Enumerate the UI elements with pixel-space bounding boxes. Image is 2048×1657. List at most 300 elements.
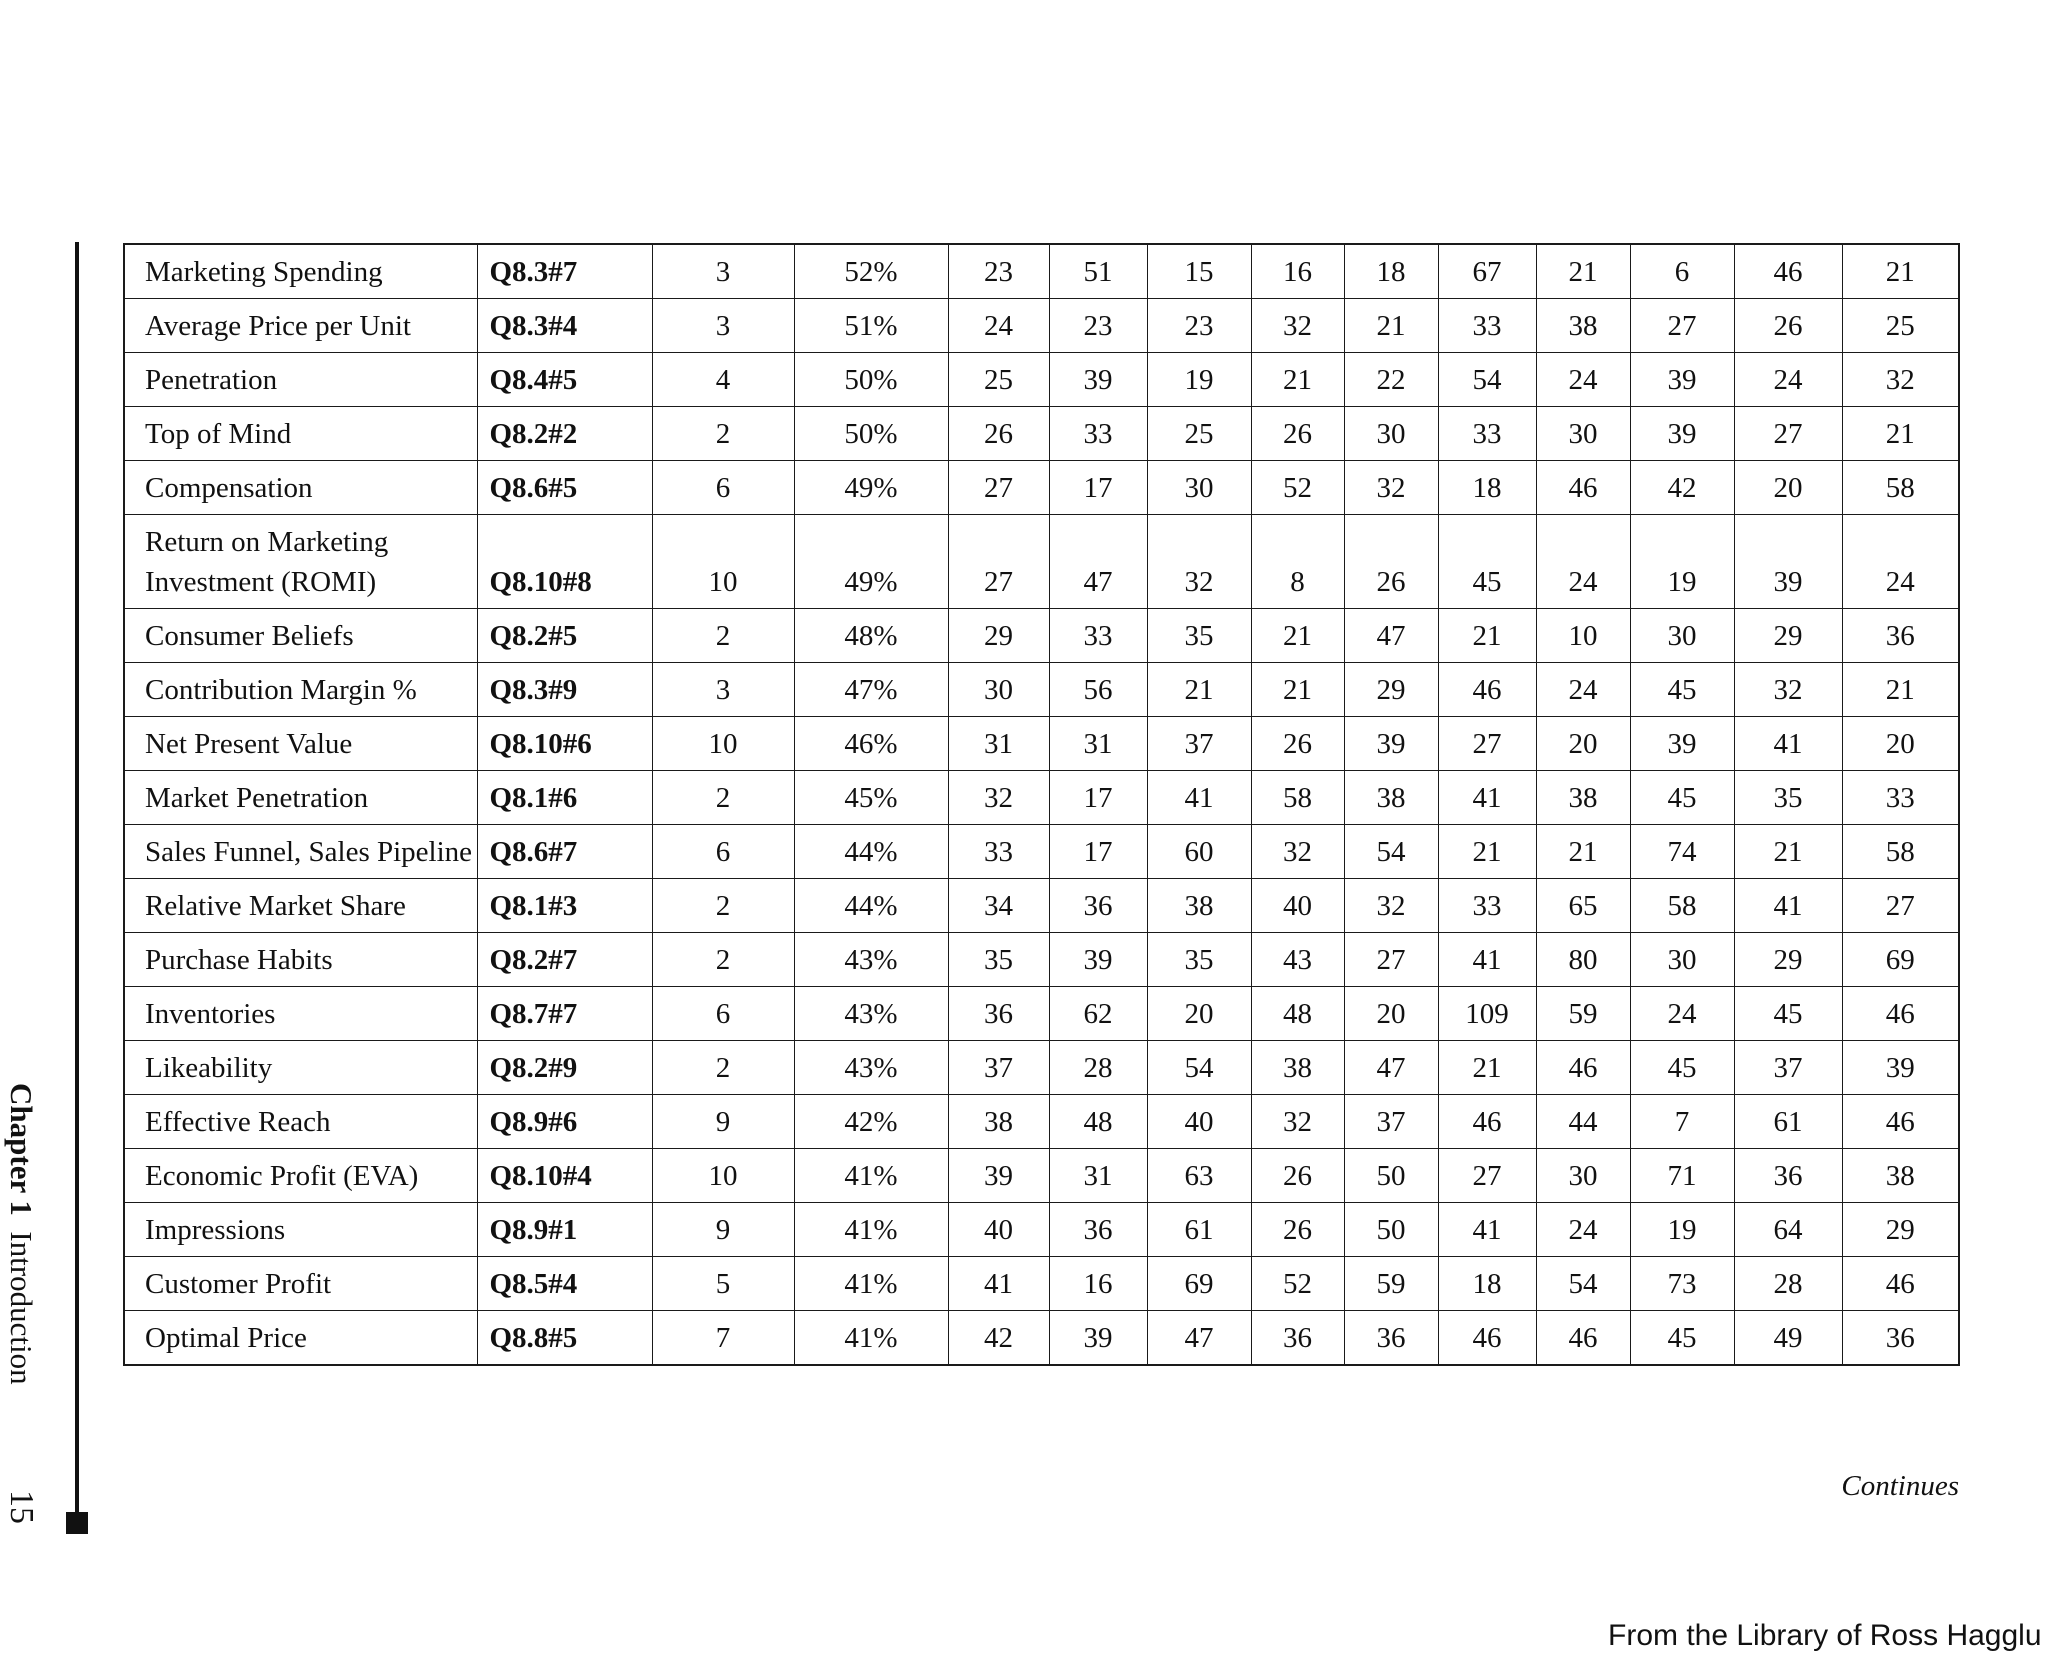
rank-cell: 20 [1147, 987, 1251, 1041]
table-row [124, 987, 1959, 1041]
percent-cell: 49% [794, 461, 948, 515]
rank-cell: 45 [1734, 987, 1842, 1041]
table-row [124, 515, 1959, 609]
rank-cell: 39 [1049, 1311, 1147, 1366]
rank-cell: 41 [1734, 879, 1842, 933]
question-code-cell: Q8.2#5 [477, 609, 652, 663]
rank-cell: 17 [1049, 461, 1147, 515]
metric-name-cell: Economic Profit (EVA) [124, 1149, 477, 1203]
percent-cell: 48% [794, 609, 948, 663]
chapter-cell: 2 [652, 1041, 794, 1095]
rank-cell: 28 [1734, 1257, 1842, 1311]
percent-cell: 43% [794, 933, 948, 987]
chapter-running-head [3, 1083, 39, 1413]
rank-cell: 48 [1251, 987, 1344, 1041]
rank-cell: 20 [1734, 461, 1842, 515]
percent-cell: 51% [794, 299, 948, 353]
rank-cell: 26 [1734, 299, 1842, 353]
metric-name-cell: Net Present Value [124, 717, 477, 771]
rank-cell: 46 [1438, 1095, 1536, 1149]
rank-cell: 7 [1630, 1095, 1734, 1149]
percent-cell: 47% [794, 663, 948, 717]
percent-cell: 41% [794, 1203, 948, 1257]
rank-cell: 46 [1438, 663, 1536, 717]
chapter-cell: 10 [652, 515, 794, 609]
metric-name-cell: Market Penetration [124, 771, 477, 825]
rank-cell: 19 [1630, 1203, 1734, 1257]
table-row [124, 771, 1959, 825]
metric-name-cell: Optimal Price [124, 1311, 477, 1366]
rank-cell: 32 [1251, 825, 1344, 879]
rank-cell: 80 [1536, 933, 1630, 987]
rank-cell: 38 [1536, 771, 1630, 825]
rank-cell: 56 [1049, 663, 1147, 717]
rank-cell: 36 [1049, 1203, 1147, 1257]
metric-name-cell: Penetration [124, 353, 477, 407]
rank-cell: 21 [1842, 663, 1959, 717]
rank-cell: 21 [1251, 353, 1344, 407]
question-code-cell: Q8.9#6 [477, 1095, 652, 1149]
rank-cell: 27 [1438, 717, 1536, 771]
chapter-cell: 5 [652, 1257, 794, 1311]
rank-cell: 38 [1344, 771, 1438, 825]
rank-cell: 19 [1630, 515, 1734, 609]
rank-cell: 37 [1734, 1041, 1842, 1095]
rank-cell: 54 [1536, 1257, 1630, 1311]
rank-cell: 36 [1842, 609, 1959, 663]
rank-cell: 65 [1536, 879, 1630, 933]
rank-cell: 35 [948, 933, 1049, 987]
rank-cell: 54 [1438, 353, 1536, 407]
rank-cell: 21 [1344, 299, 1438, 353]
rank-cell: 69 [1842, 933, 1959, 987]
table-row [124, 933, 1959, 987]
library-watermark: From the Library of Ross Hagglu [1608, 1619, 2042, 1652]
question-code-cell: Q8.7#7 [477, 987, 652, 1041]
rank-cell: 38 [948, 1095, 1049, 1149]
rank-cell: 41 [1438, 1203, 1536, 1257]
rank-cell: 49 [1734, 1311, 1842, 1366]
chapter-cell: 6 [652, 825, 794, 879]
question-code-cell: Q8.10#6 [477, 717, 652, 771]
page-number: 15 [3, 1490, 40, 1524]
rank-cell: 59 [1344, 1257, 1438, 1311]
chapter-cell: 3 [652, 299, 794, 353]
rank-cell: 32 [948, 771, 1049, 825]
rank-cell: 21 [1251, 663, 1344, 717]
rank-cell: 29 [948, 609, 1049, 663]
chapter-cell: 2 [652, 771, 794, 825]
rank-cell: 39 [1734, 515, 1842, 609]
rank-cell: 35 [1147, 933, 1251, 987]
rank-cell: 42 [1630, 461, 1734, 515]
rank-cell: 31 [948, 717, 1049, 771]
rank-cell: 71 [1630, 1149, 1734, 1203]
question-code-cell: Q8.8#5 [477, 1311, 652, 1366]
table-body [124, 244, 1959, 1365]
rank-cell: 26 [1251, 1203, 1344, 1257]
percent-cell: 41% [794, 1311, 948, 1366]
metric-name-cell: Marketing Spending [124, 244, 477, 299]
rank-cell: 25 [1147, 407, 1251, 461]
side-rule [75, 242, 79, 1518]
rank-cell: 52 [1251, 1257, 1344, 1311]
page-marker-square [66, 1512, 88, 1534]
rank-cell: 39 [1630, 353, 1734, 407]
rank-cell: 38 [1536, 299, 1630, 353]
table-row [124, 407, 1959, 461]
percent-cell: 50% [794, 353, 948, 407]
rank-cell: 39 [1344, 717, 1438, 771]
rank-cell: 46 [1842, 987, 1959, 1041]
rank-cell: 40 [1147, 1095, 1251, 1149]
rank-cell: 27 [1438, 1149, 1536, 1203]
rank-cell: 37 [1344, 1095, 1438, 1149]
percent-cell: 41% [794, 1257, 948, 1311]
rank-cell: 33 [1842, 771, 1959, 825]
rank-cell: 26 [1251, 717, 1344, 771]
rank-cell: 52 [1251, 461, 1344, 515]
rank-cell: 17 [1049, 771, 1147, 825]
chapter-cell: 2 [652, 407, 794, 461]
rank-cell: 25 [1842, 299, 1959, 353]
percent-cell: 43% [794, 987, 948, 1041]
rank-cell: 10 [1536, 609, 1630, 663]
rank-cell: 33 [948, 825, 1049, 879]
rank-cell: 25 [948, 353, 1049, 407]
rank-cell: 50 [1344, 1203, 1438, 1257]
chapter-cell: 6 [652, 461, 794, 515]
rank-cell: 58 [1251, 771, 1344, 825]
metric-name-cell: Contribution Margin % [124, 663, 477, 717]
rank-cell: 29 [1842, 1203, 1959, 1257]
chapter-label: Chapter 1 [4, 1083, 39, 1216]
table-row [124, 1311, 1959, 1366]
rank-cell: 39 [1630, 717, 1734, 771]
rank-cell: 41 [1147, 771, 1251, 825]
chapter-cell: 2 [652, 609, 794, 663]
rank-cell: 29 [1344, 663, 1438, 717]
rank-cell: 50 [1344, 1149, 1438, 1203]
rank-cell: 45 [1630, 663, 1734, 717]
rank-cell: 46 [1438, 1311, 1536, 1366]
chapter-cell: 9 [652, 1095, 794, 1149]
percent-cell: 52% [794, 244, 948, 299]
rank-cell: 48 [1049, 1095, 1147, 1149]
rank-cell: 32 [1251, 299, 1344, 353]
rank-cell: 24 [1536, 353, 1630, 407]
table-row [124, 879, 1959, 933]
metrics-table [123, 243, 1960, 1366]
rank-cell: 36 [1049, 879, 1147, 933]
rank-cell: 32 [1251, 1095, 1344, 1149]
rank-cell: 47 [1344, 609, 1438, 663]
rank-cell: 46 [1536, 1311, 1630, 1366]
rank-cell: 32 [1344, 879, 1438, 933]
rank-cell: 24 [948, 299, 1049, 353]
rank-cell: 18 [1344, 244, 1438, 299]
rank-cell: 46 [1842, 1257, 1959, 1311]
question-code-cell: Q8.2#9 [477, 1041, 652, 1095]
percent-cell: 50% [794, 407, 948, 461]
rank-cell: 20 [1344, 987, 1438, 1041]
table-row [124, 1257, 1959, 1311]
rank-cell: 24 [1536, 663, 1630, 717]
rank-cell: 54 [1147, 1041, 1251, 1095]
rank-cell: 33 [1049, 407, 1147, 461]
table-row [124, 244, 1959, 299]
question-code-cell: Q8.10#4 [477, 1149, 652, 1203]
percent-cell: 46% [794, 717, 948, 771]
rank-cell: 74 [1630, 825, 1734, 879]
rank-cell: 47 [1147, 1311, 1251, 1366]
rank-cell: 36 [948, 987, 1049, 1041]
percent-cell: 45% [794, 771, 948, 825]
question-code-cell: Q8.2#7 [477, 933, 652, 987]
chapter-cell: 2 [652, 879, 794, 933]
rank-cell: 6 [1630, 244, 1734, 299]
rank-cell: 33 [1438, 299, 1536, 353]
rank-cell: 27 [1630, 299, 1734, 353]
rank-cell: 16 [1049, 1257, 1147, 1311]
chapter-cell: 9 [652, 1203, 794, 1257]
rank-cell: 67 [1438, 244, 1536, 299]
chapter-cell: 7 [652, 1311, 794, 1366]
rank-cell: 24 [1734, 353, 1842, 407]
question-code-cell: Q8.4#5 [477, 353, 652, 407]
chapter-cell: 2 [652, 933, 794, 987]
rank-cell: 28 [1049, 1041, 1147, 1095]
table-row [124, 825, 1959, 879]
rank-cell: 69 [1147, 1257, 1251, 1311]
rank-cell: 23 [1147, 299, 1251, 353]
rank-cell: 38 [1251, 1041, 1344, 1095]
question-code-cell: Q8.3#4 [477, 299, 652, 353]
rank-cell: 43 [1251, 933, 1344, 987]
rank-cell: 51 [1049, 244, 1147, 299]
rank-cell: 32 [1734, 663, 1842, 717]
rank-cell: 27 [1734, 407, 1842, 461]
rank-cell: 45 [1630, 771, 1734, 825]
metric-name-cell: Likeability [124, 1041, 477, 1095]
rank-cell: 58 [1842, 461, 1959, 515]
rank-cell: 46 [1842, 1095, 1959, 1149]
rank-cell: 30 [1536, 407, 1630, 461]
continues-note: Continues [1841, 1470, 1959, 1502]
table-row [124, 1149, 1959, 1203]
chapter-cell: 10 [652, 1149, 794, 1203]
rank-cell: 24 [1842, 515, 1959, 609]
metric-name-cell: Effective Reach [124, 1095, 477, 1149]
rank-cell: 46 [1536, 461, 1630, 515]
rank-cell: 47 [1344, 1041, 1438, 1095]
rank-cell: 8 [1251, 515, 1344, 609]
rank-cell: 17 [1049, 825, 1147, 879]
chapter-cell: 6 [652, 987, 794, 1041]
metric-name-cell: Average Price per Unit [124, 299, 477, 353]
rank-cell: 32 [1147, 515, 1251, 609]
metric-name-cell: Compensation [124, 461, 477, 515]
rank-cell: 23 [1049, 299, 1147, 353]
rank-cell: 27 [948, 515, 1049, 609]
question-code-cell: Q8.9#1 [477, 1203, 652, 1257]
rank-cell: 39 [1049, 353, 1147, 407]
table-row [124, 1041, 1959, 1095]
rank-cell: 24 [1630, 987, 1734, 1041]
question-code-cell: Q8.10#8 [477, 515, 652, 609]
question-code-cell: Q8.5#4 [477, 1257, 652, 1311]
rank-cell: 20 [1842, 717, 1959, 771]
rank-cell: 44 [1536, 1095, 1630, 1149]
metric-name-cell: Return on Marketing Investment (ROMI) [124, 515, 477, 609]
rank-cell: 29 [1734, 609, 1842, 663]
rank-cell: 26 [1251, 407, 1344, 461]
rank-cell: 19 [1147, 353, 1251, 407]
rank-cell: 22 [1344, 353, 1438, 407]
rank-cell: 61 [1147, 1203, 1251, 1257]
rank-cell: 33 [1438, 879, 1536, 933]
percent-cell: 42% [794, 1095, 948, 1149]
rank-cell: 21 [1438, 825, 1536, 879]
rank-cell: 30 [1536, 1149, 1630, 1203]
rank-cell: 58 [1842, 825, 1959, 879]
rank-cell: 41 [1734, 717, 1842, 771]
percent-cell: 44% [794, 879, 948, 933]
rank-cell: 30 [1630, 933, 1734, 987]
rank-cell: 21 [1536, 825, 1630, 879]
rank-cell: 31 [1049, 1149, 1147, 1203]
chapter-cell: 3 [652, 244, 794, 299]
rank-cell: 37 [1147, 717, 1251, 771]
rank-cell: 35 [1147, 609, 1251, 663]
rank-cell: 109 [1438, 987, 1536, 1041]
percent-cell: 49% [794, 515, 948, 609]
rank-cell: 26 [948, 407, 1049, 461]
table-row [124, 663, 1959, 717]
rank-cell: 62 [1049, 987, 1147, 1041]
chapter-title: Introduction [4, 1231, 39, 1385]
metric-name-cell: Relative Market Share [124, 879, 477, 933]
question-code-cell: Q8.3#7 [477, 244, 652, 299]
rank-cell: 27 [1842, 879, 1959, 933]
metric-name-cell: Purchase Habits [124, 933, 477, 987]
rank-cell: 36 [1842, 1311, 1959, 1366]
percent-cell: 41% [794, 1149, 948, 1203]
rank-cell: 41 [948, 1257, 1049, 1311]
metric-name-cell: Impressions [124, 1203, 477, 1257]
rank-cell: 37 [948, 1041, 1049, 1095]
metric-name-cell: Inventories [124, 987, 477, 1041]
rank-cell: 21 [1536, 244, 1630, 299]
rank-cell: 21 [1438, 1041, 1536, 1095]
metric-name-cell: Top of Mind [124, 407, 477, 461]
rank-cell: 61 [1734, 1095, 1842, 1149]
chapter-cell: 4 [652, 353, 794, 407]
rank-cell: 63 [1147, 1149, 1251, 1203]
rank-cell: 21 [1842, 244, 1959, 299]
question-code-cell: Q8.6#5 [477, 461, 652, 515]
rank-cell: 21 [1147, 663, 1251, 717]
question-code-cell: Q8.2#2 [477, 407, 652, 461]
rank-cell: 36 [1344, 1311, 1438, 1366]
table-row [124, 1095, 1959, 1149]
rank-cell: 29 [1734, 933, 1842, 987]
question-code-cell: Q8.1#6 [477, 771, 652, 825]
question-code-cell: Q8.6#7 [477, 825, 652, 879]
rank-cell: 26 [1251, 1149, 1344, 1203]
rank-cell: 20 [1536, 717, 1630, 771]
rank-cell: 16 [1251, 244, 1344, 299]
rank-cell: 41 [1438, 771, 1536, 825]
question-code-cell: Q8.3#9 [477, 663, 652, 717]
table-row [124, 609, 1959, 663]
table-row [124, 353, 1959, 407]
question-code-cell: Q8.1#3 [477, 879, 652, 933]
percent-cell: 44% [794, 825, 948, 879]
rank-cell: 24 [1536, 515, 1630, 609]
rank-cell: 21 [1734, 825, 1842, 879]
rank-cell: 15 [1147, 244, 1251, 299]
table-row [124, 461, 1959, 515]
rank-cell: 21 [1251, 609, 1344, 663]
rank-cell: 59 [1536, 987, 1630, 1041]
rank-cell: 36 [1734, 1149, 1842, 1203]
rank-cell: 58 [1630, 879, 1734, 933]
rank-cell: 23 [948, 244, 1049, 299]
rank-cell: 31 [1049, 717, 1147, 771]
rank-cell: 39 [948, 1149, 1049, 1203]
metric-name-cell: Consumer Beliefs [124, 609, 477, 663]
rank-cell: 42 [948, 1311, 1049, 1366]
rank-cell: 45 [1630, 1041, 1734, 1095]
rank-cell: 73 [1630, 1257, 1734, 1311]
rank-cell: 40 [948, 1203, 1049, 1257]
rank-cell: 30 [1630, 609, 1734, 663]
chapter-cell: 10 [652, 717, 794, 771]
table-row [124, 1203, 1959, 1257]
rank-cell: 36 [1251, 1311, 1344, 1366]
rank-cell: 46 [1536, 1041, 1630, 1095]
rank-cell: 40 [1251, 879, 1344, 933]
rank-cell: 60 [1147, 825, 1251, 879]
rank-cell: 21 [1438, 609, 1536, 663]
rank-cell: 54 [1344, 825, 1438, 879]
rank-cell: 33 [1438, 407, 1536, 461]
table-row [124, 299, 1959, 353]
rank-cell: 46 [1734, 244, 1842, 299]
rank-cell: 18 [1438, 1257, 1536, 1311]
rank-cell: 18 [1438, 461, 1536, 515]
metric-name-cell: Customer Profit [124, 1257, 477, 1311]
rank-cell: 38 [1842, 1149, 1959, 1203]
chapter-cell: 3 [652, 663, 794, 717]
percent-cell: 43% [794, 1041, 948, 1095]
rank-cell: 24 [1536, 1203, 1630, 1257]
rank-cell: 21 [1842, 407, 1959, 461]
rank-cell: 32 [1842, 353, 1959, 407]
rank-cell: 45 [1438, 515, 1536, 609]
rank-cell: 41 [1438, 933, 1536, 987]
rank-cell: 33 [1049, 609, 1147, 663]
rank-cell: 45 [1630, 1311, 1734, 1366]
rank-cell: 39 [1630, 407, 1734, 461]
rank-cell: 39 [1049, 933, 1147, 987]
rank-cell: 27 [948, 461, 1049, 515]
rank-cell: 38 [1147, 879, 1251, 933]
rank-cell: 39 [1842, 1041, 1959, 1095]
rank-cell: 47 [1049, 515, 1147, 609]
metric-name-cell: Sales Funnel, Sales Pipeline [124, 825, 477, 879]
